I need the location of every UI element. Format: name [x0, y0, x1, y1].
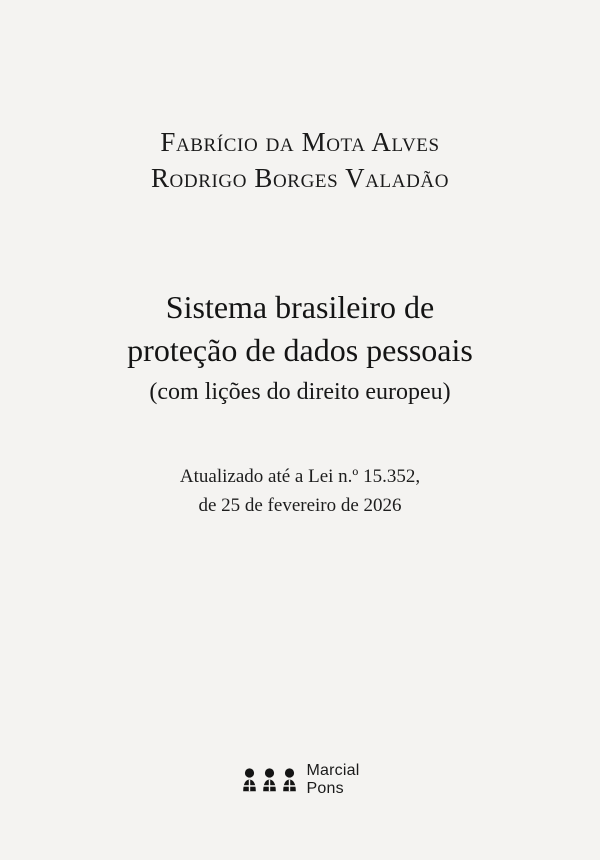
publisher-name: [307, 762, 360, 798]
author-name: Rodrigo Borges Valadão: [150, 162, 450, 193]
book-title-line: proteção de dados pessoais: [127, 332, 473, 369]
book-title-line: Sistema brasileiro de: [165, 289, 435, 326]
author-name: Fabrício da Mota Alves: [160, 127, 440, 157]
three-pawns-icon: [241, 768, 298, 792]
publisher-name-line-1: Marcial: [306, 762, 360, 780]
updated-note: [180, 462, 420, 521]
updated-note-line: de 25 de fevereiro de 2026: [198, 495, 402, 517]
publisher-name-line-2: Pons: [306, 780, 344, 798]
book-subtitle: (com lições do direito europeu): [149, 379, 451, 405]
updated-note-line: Atualizado até a Lei n.º 15.352,: [179, 465, 421, 487]
authors-block: [151, 125, 449, 196]
title-block: [127, 286, 473, 409]
publisher-logo: [0, 762, 600, 798]
